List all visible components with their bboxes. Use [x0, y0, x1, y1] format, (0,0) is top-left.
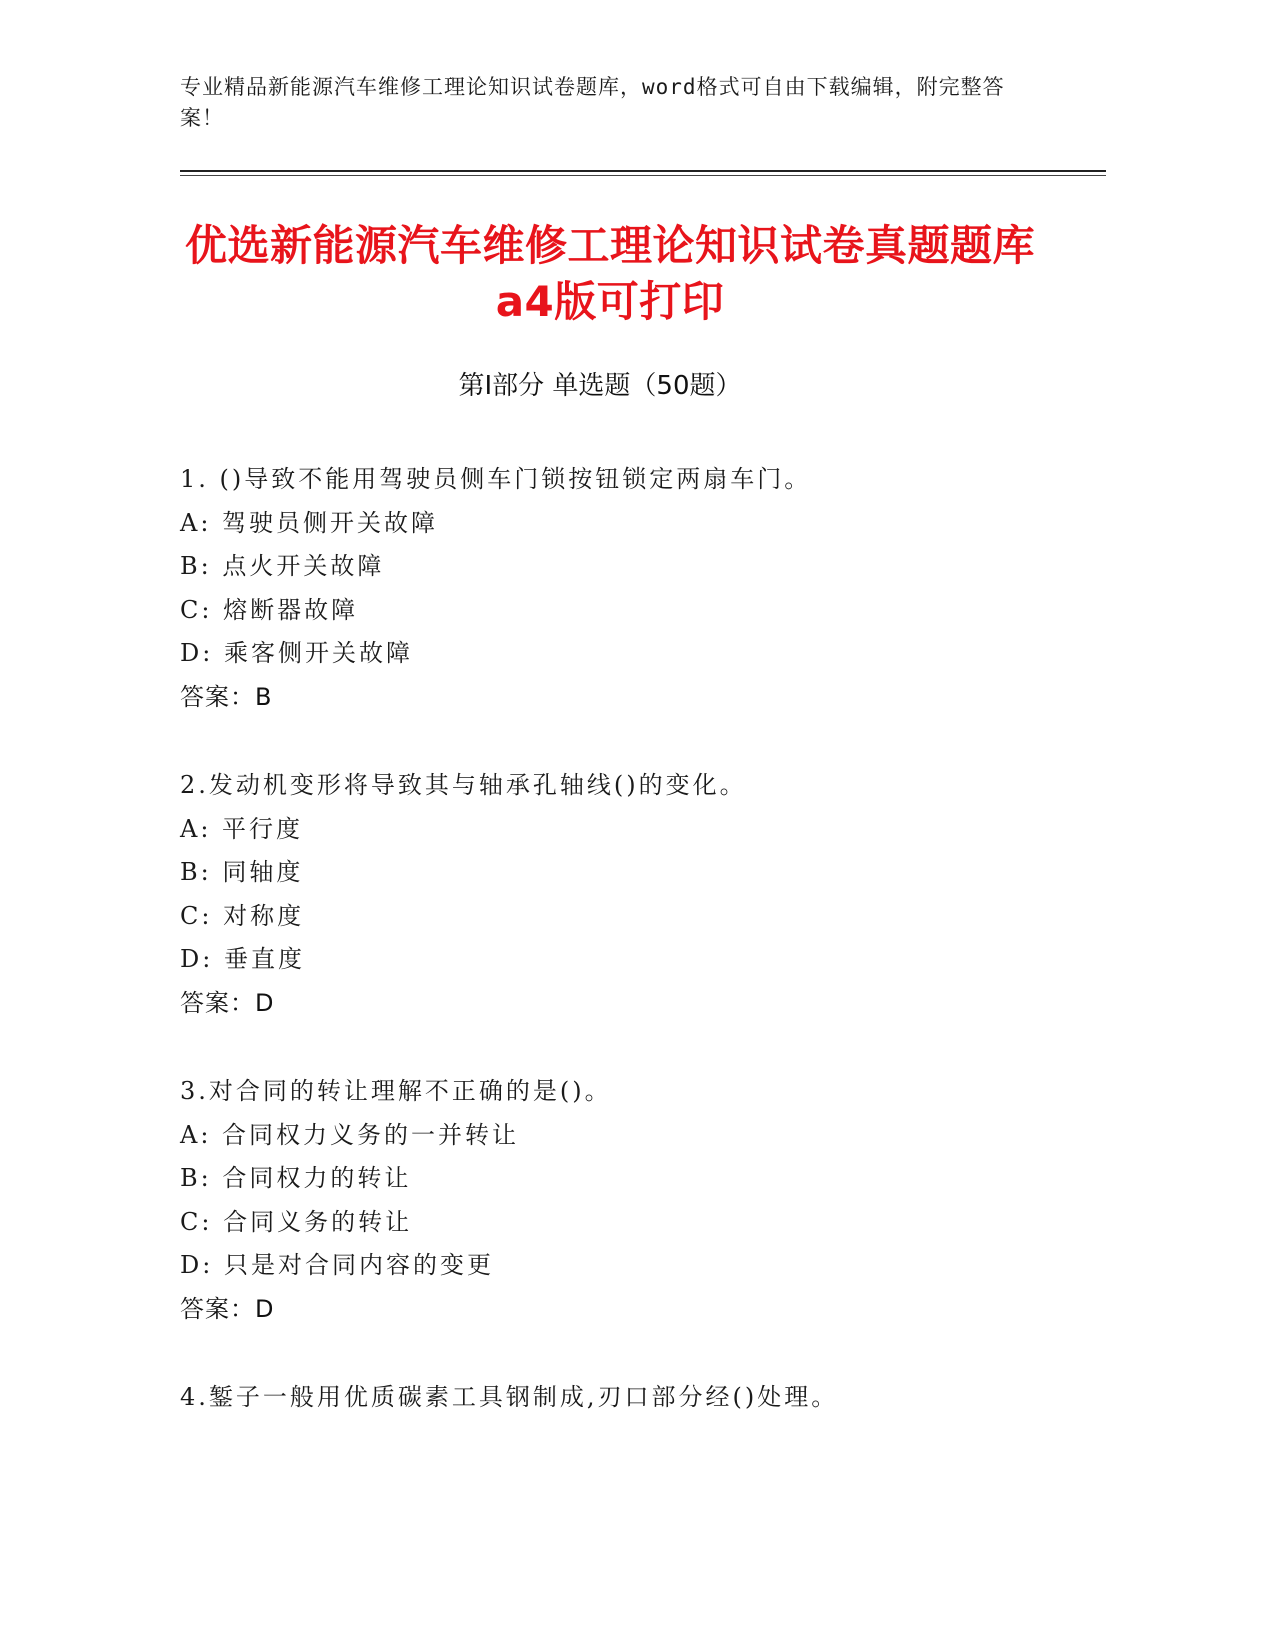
answer-label: 答案：D	[180, 988, 275, 1017]
question-1	[180, 458, 1080, 719]
question-stem: 1. ()导致不能用驾驶员侧车门锁按钮锁定两扇车门。	[180, 465, 812, 493]
question-list	[180, 458, 1080, 1465]
option-d: D: 乘客侧开关故障	[180, 639, 413, 667]
option-c: C: 合同义务的转让	[180, 1207, 413, 1236]
option-a: A: 平行度	[180, 814, 304, 843]
option-c: C: 熔断器故障	[180, 595, 359, 624]
option-b: B: 点火开关故障	[180, 552, 385, 580]
question-4	[180, 1376, 1080, 1420]
option-a: A: 驾驶员侧开关故障	[180, 508, 439, 537]
option-d: D: 垂直度	[180, 945, 305, 973]
section-title: 第Ⅰ部分 单选题（50题）	[458, 371, 742, 401]
header-divider-thick	[180, 170, 1106, 172]
document-title: 优选新能源汽车维修工理论知识试卷真题题库a4版可打印	[184, 221, 1035, 326]
question-2	[180, 764, 1080, 1025]
question-stem: 3.对合同的转让理解不正确的是()。	[180, 1077, 612, 1105]
header-note: 专业精品新能源汽车维修工理论知识试卷题库，word格式可自由下载编辑，附完整答案！	[180, 75, 1005, 130]
option-d: D: 只是对合同内容的变更	[180, 1251, 494, 1279]
option-c: C: 对称度	[180, 901, 305, 930]
option-a: A: 合同权力义务的一并转让	[180, 1120, 520, 1149]
question-3	[180, 1070, 1080, 1331]
question-stem: 2.发动机变形将导致其与轴承孔轴线()的变化。	[180, 771, 747, 799]
option-b: B: 同轴度	[180, 858, 304, 886]
option-b: B: 合同权力的转让	[180, 1164, 412, 1192]
answer-label: 答案：D	[180, 1294, 275, 1323]
header-divider-thin	[180, 175, 1106, 176]
question-stem: 4.錾子一般用优质碳素工具钢制成,刃口部分经()处理。	[180, 1383, 839, 1411]
answer-label: 答案：B	[180, 682, 273, 711]
